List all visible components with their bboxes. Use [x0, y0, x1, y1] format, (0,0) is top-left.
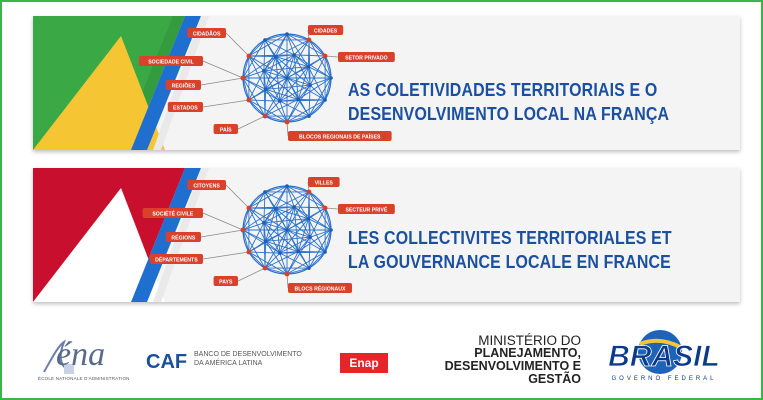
ministry-line-1: MINISTÉRIO DO: [478, 333, 581, 348]
network-label: CIDADÃOS: [192, 31, 221, 38]
banner-title: [348, 226, 672, 274]
title-line-1: LES COLLECTIVITES TERRITORIALES ET: [348, 227, 672, 248]
network-node: [292, 53, 296, 57]
banner-french: [33, 168, 740, 302]
network-edge: [309, 237, 310, 268]
network-node: [285, 76, 289, 80]
network-node: [292, 205, 296, 209]
network-label: SOCIÉTÉ CIVILE: [152, 211, 194, 218]
label-anchor-dot: [246, 206, 251, 211]
network-label: RÉGIONS: [171, 235, 196, 242]
label-connector: [226, 33, 249, 56]
caf-mark: CAF: [146, 351, 188, 373]
banner-title: [348, 78, 669, 126]
label-connector: [201, 78, 243, 85]
network-edge: [308, 192, 309, 219]
network-label: CIDADES: [313, 28, 338, 35]
network-node: [307, 65, 311, 69]
caf-line-2: DA AMÉRICA LATINA: [194, 360, 263, 367]
network-node: [308, 83, 312, 87]
label-connector: [203, 61, 243, 78]
network-node: [329, 76, 333, 80]
network-node: [278, 251, 282, 255]
network-edge: [294, 207, 325, 208]
label-connector: [238, 268, 265, 281]
label-connector: [238, 116, 265, 129]
title-line-2: DESENVOLVIMENTO LOCAL NA FRANÇA: [348, 103, 670, 124]
label-anchor-dot: [246, 250, 251, 255]
network-node: [323, 250, 327, 254]
label-anchor-dot: [307, 37, 312, 42]
network-node: [262, 221, 266, 225]
network-node: [323, 98, 327, 102]
network-label: ESTADOS: [173, 105, 198, 112]
network-label: PAYS: [219, 279, 233, 286]
label-anchor-dot: [263, 266, 268, 271]
network-edge: [249, 100, 280, 101]
enap-logo: Enap: [340, 353, 388, 373]
label-anchor-dot: [263, 114, 268, 119]
label-anchor-dot: [241, 76, 246, 81]
network-edge: [308, 40, 309, 67]
network-node: [307, 217, 311, 221]
network-node: [307, 266, 311, 270]
caf-line-1: BANCO DE DESENVOLVIMENTO: [194, 351, 302, 358]
network-node: [264, 239, 268, 243]
ministry-line-2: PLANEJAMENTO,: [474, 346, 581, 360]
network-edge: [264, 40, 265, 71]
ministry-line-3: DESENVOLVIMENTO E GESTÃO: [444, 359, 581, 386]
label-anchor-dot: [246, 54, 251, 59]
label-connector: [203, 213, 243, 230]
title-line-2: LA GOUVERNANCE LOCALE EN FRANCE: [348, 251, 671, 272]
label-connector: [203, 100, 249, 107]
network-label: CITOYENS: [193, 183, 220, 190]
partner-logos: [0, 318, 763, 400]
label-anchor-dot: [246, 98, 251, 103]
brasil-government-logo: [594, 322, 738, 394]
network-edge: [294, 55, 325, 56]
network-node: [274, 207, 278, 211]
network-node: [285, 228, 289, 232]
ena-word: éna: [56, 336, 106, 373]
network-label: VILLES: [314, 180, 333, 187]
label-connector: [201, 230, 243, 237]
network-edge: [309, 85, 310, 116]
label-anchor-dot: [285, 120, 290, 125]
network-label: PAÍS: [219, 127, 232, 134]
brasil-word: BRASIL: [608, 340, 720, 373]
network-edge: [249, 252, 280, 253]
network-label: DÉPARTEMENTS: [155, 257, 198, 264]
network-node: [274, 55, 278, 59]
network-node: [262, 69, 266, 73]
network-node: [285, 32, 289, 36]
network-label: BLOCS RÉGIONAUX: [294, 286, 346, 293]
network-node: [296, 250, 300, 254]
ena-logo: [38, 336, 128, 384]
title-line-1: AS COLETIVIDADES TERRITORIAIS E O: [348, 79, 658, 100]
network-node: [263, 38, 267, 42]
label-anchor-dot: [285, 272, 290, 277]
network-node: [307, 114, 311, 118]
label-anchor-dot: [323, 206, 328, 211]
network-label: SECTEUR PRIVÉ: [345, 207, 388, 214]
label-anchor-dot: [323, 54, 328, 59]
caf-mark-icon: [146, 348, 192, 374]
brasil-subtitle: GOVERNO FEDERAL: [611, 376, 717, 382]
label-connector: [226, 185, 249, 208]
network-label: BLOCOS REGIONAIS DE PAÍSES: [299, 134, 381, 141]
network-node: [263, 190, 267, 194]
network-node: [308, 235, 312, 239]
caf-logo: [146, 348, 302, 379]
network-node: [329, 228, 333, 232]
network-label: REGIÕES: [171, 83, 196, 90]
network-label: SETOR PRIVADO: [345, 55, 388, 62]
label-anchor-dot: [241, 228, 246, 233]
network-node: [296, 98, 300, 102]
network-node: [264, 87, 268, 91]
ministry-logo: [395, 334, 581, 386]
network-node: [285, 184, 289, 188]
caf-text: [194, 350, 302, 368]
network-node: [278, 99, 282, 103]
network-label: SOCIEDADE CIVIL: [148, 59, 194, 66]
label-connector: [203, 252, 249, 259]
label-anchor-dot: [307, 189, 312, 194]
banner-portuguese: [33, 16, 740, 150]
network-edge: [264, 192, 265, 223]
ena-subtitle: ÉCOLE NATIONALE D'ADMINISTRATION: [38, 376, 130, 381]
